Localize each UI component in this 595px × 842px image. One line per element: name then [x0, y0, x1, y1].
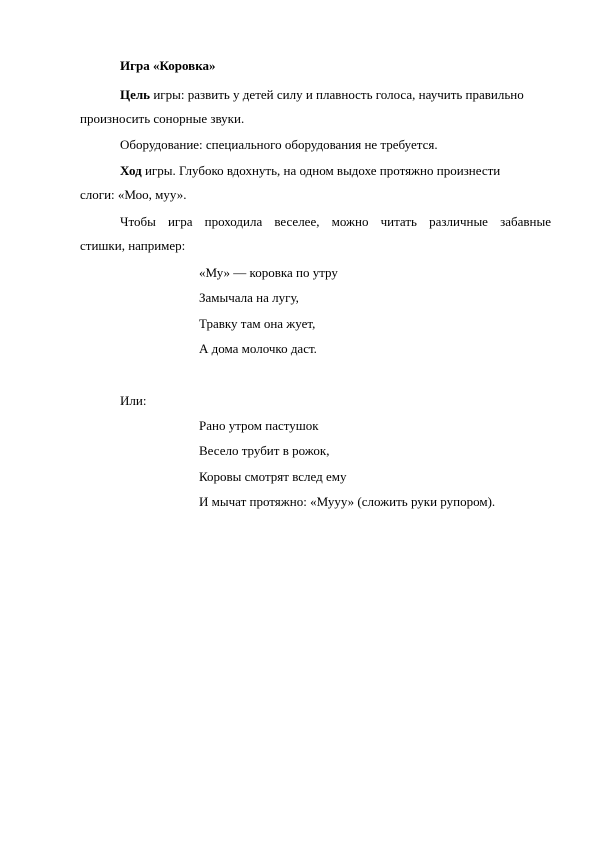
equipment-line: Оборудование: специального оборудования не требуется. [120, 137, 438, 152]
intro-word: игра [167, 214, 193, 229]
document-title: Игра «Коровка» [120, 58, 216, 73]
poem1-line: Травку там она жует, [199, 316, 316, 331]
intro-word: Чтобы [120, 214, 156, 229]
procedure-text-1: игры. Глубоко вдохнуть, на одном выдохе протяжно произнести [141, 163, 501, 178]
intro-word: можно [331, 214, 369, 229]
poem2-line: Рано утром пастушок [199, 418, 319, 433]
poem1-line: А дома молочко даст. [199, 341, 317, 356]
intro-line-1 [120, 214, 551, 230]
intro-word: забавные [500, 214, 551, 229]
poem2-line: И мычат протяжно: «Мууу» (сложить руки рупором). [199, 494, 496, 509]
procedure-line-2: слоги: «Моо, муу». [80, 187, 187, 202]
goal-line-2: произносить сонорные звуки. [80, 111, 245, 126]
procedure-line-1 [120, 163, 500, 179]
or-label: Или: [120, 393, 147, 408]
intro-word: веселее, [274, 214, 320, 229]
goal-line-1 [120, 87, 524, 103]
poem1-line: Замычала на лугу, [199, 290, 299, 305]
intro-line-2: стишки, например: [80, 238, 186, 253]
poem1-line: «Му» — коровка по утру [199, 265, 338, 280]
poem2-line: Коровы смотрят вслед ему [199, 469, 347, 484]
goal-text-1: игры: развить у детей силу и плавность голоса, научить правильно [150, 87, 524, 102]
goal-label: Цель [120, 87, 151, 102]
intro-word: различные [429, 214, 488, 229]
intro-word: проходила [204, 214, 263, 229]
intro-word: читать [380, 214, 417, 229]
procedure-label: Ход [120, 163, 142, 178]
poem2-line: Весело трубит в рожок, [199, 443, 330, 458]
